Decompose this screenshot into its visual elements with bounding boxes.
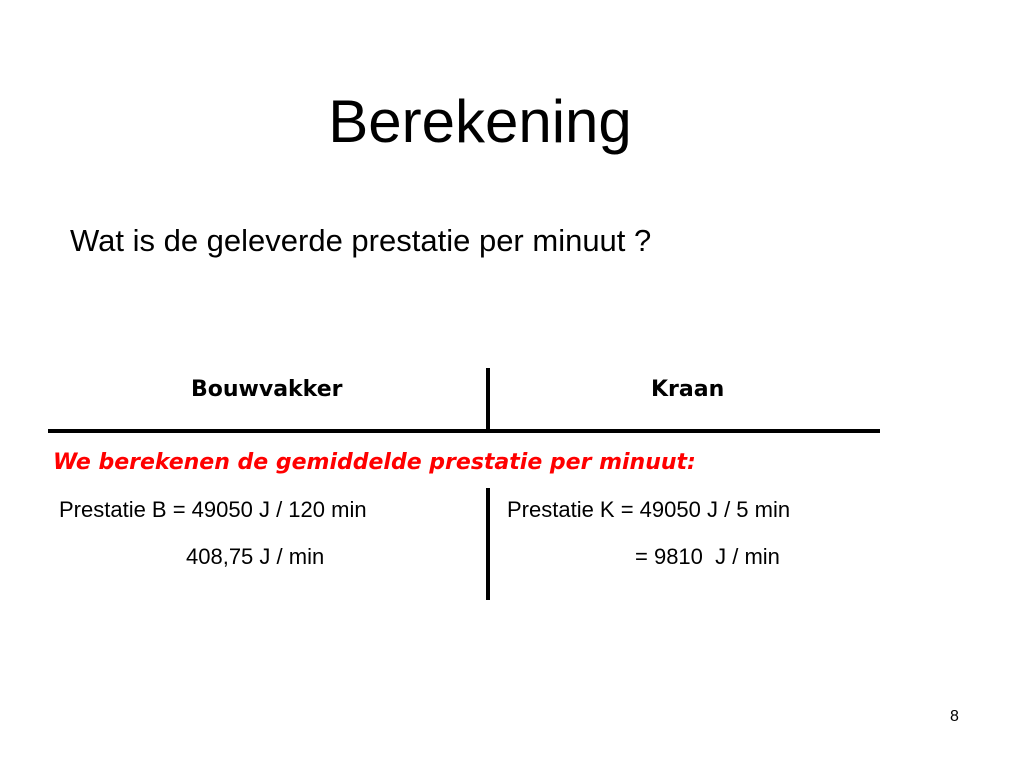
vertical-divider-bottom: [486, 488, 490, 600]
bouwvakker-result: 408,75 J / min: [186, 544, 325, 569]
column-header-bouwvakker: Bouwvakker: [191, 377, 343, 402]
column-header-kraan: Kraan: [651, 377, 725, 402]
calculation-note: We berekenen de gemiddelde prestatie per minuut:: [53, 450, 696, 475]
kraan-result: = 9810 J / min: [635, 544, 780, 569]
bouwvakker-formula: Prestatie B = 49050 J / 120 min: [59, 497, 367, 522]
slide-title: Berekening: [328, 88, 632, 155]
horizontal-rule: [48, 429, 880, 433]
vertical-divider-top: [486, 368, 490, 430]
question-text: Wat is de geleverde prestatie per minuut ?: [70, 223, 652, 258]
kraan-formula: Prestatie K = 49050 J / 5 min: [507, 497, 791, 522]
page-number: 8: [950, 708, 959, 725]
